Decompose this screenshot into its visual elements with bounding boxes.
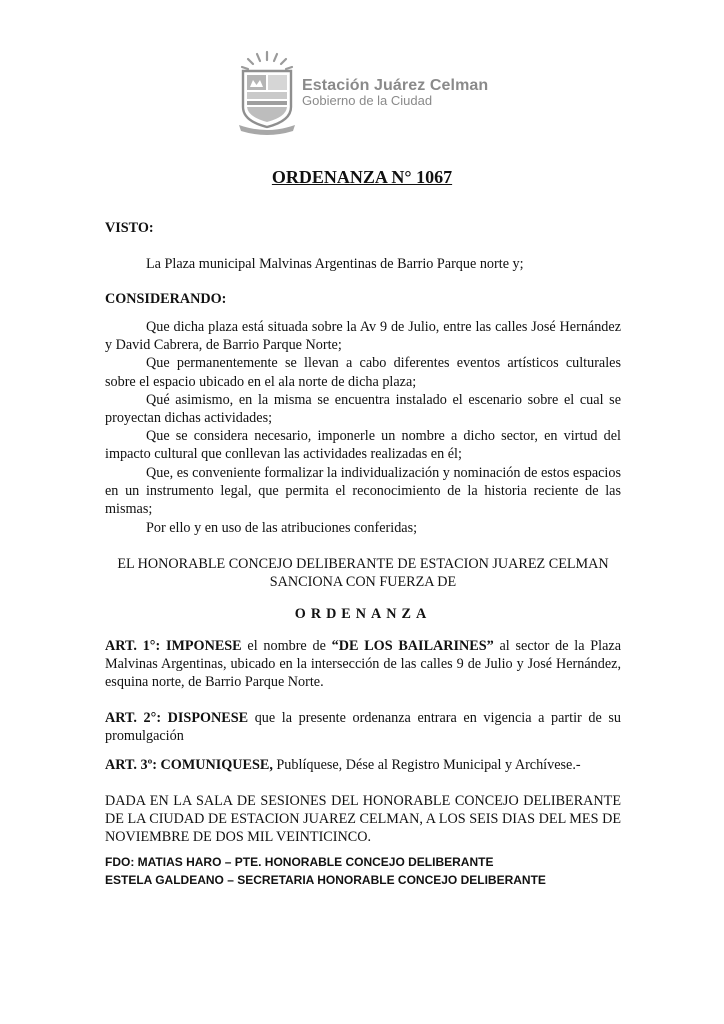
concejo-statement xyxy=(105,555,621,591)
organization-name xyxy=(302,77,488,108)
letterhead xyxy=(236,49,496,135)
concejo-line: SANCIONA CON FUERZA DE xyxy=(269,574,457,591)
signature-line-secretary: ESTELA GALDEANO – SECRETARIA HONORABLE CONCEJO DELIBERANTE xyxy=(105,873,546,887)
signature-line-president: FDO: MATIAS HARO – PTE. HONORABLE CONCEJO DELIBERANTE xyxy=(105,855,494,869)
considerando-label: CONSIDERANDO: xyxy=(105,291,227,307)
article-1: ART. 1°: IMPONESE el nombre de “DE LOS BAILARINES” al sector de la Plaza Malvinas Argentinas, ubicado en la intersección de las calles 9 de Julio y José Hernández, esquina norte, de Barrio Parque Norte. xyxy=(105,638,622,691)
article-3: ART. 3º: COMUNIQUESE, Publíquese, Dése al Registro Municipal y Archívese.- xyxy=(105,757,581,773)
dada-statement: DADA EN LA SALA DE SESIONES DEL HONORABLE CONCEJO DELIBERANTE DE LA CIUDAD DE ESTACION JUAREZ CELMAN, A LOS SEIS DIAS DEL MES DE NOVIEMBRE DE DOS MIL VEINTICINCO. xyxy=(105,793,621,846)
article-1-label: ART. 1°: IMPONESE xyxy=(105,638,242,654)
considerando-paragraph: Qué asimismo, en la misma se encuentra instalado el escenario sobre el cual se proyectan dichas actividades; xyxy=(105,391,621,427)
document-title: ORDENANZA N° 1067 xyxy=(271,167,453,187)
visto-section xyxy=(105,219,621,237)
considerando-paragraph: Que, es conveniente formalizar la individualización y nominación de estos espacios en un instrumento legal, que permita el reconocimiento de la historia reciente de las mismas; xyxy=(105,464,621,518)
visto-label: VISTO: xyxy=(105,220,154,236)
article-3-label: ART. 3º: COMUNIQUESE, xyxy=(105,757,273,773)
considerando-paragraph: Que dicha plaza está situada sobre la Av 9 de Julio, entre las calles José Hernández y David Cabrera, de Barrio Parque Norte; xyxy=(105,319,621,354)
article-2-label: ART. 2°: DISPONESE xyxy=(105,710,249,726)
por-ello-text: Por ello y en uso de las atribuciones conferidas; xyxy=(146,520,418,536)
plaza-name: “DE LOS BAILARINES” xyxy=(331,638,494,654)
article-2: ART. 2°: DISPONESE que la presente ordenanza entrara en vigencia a partir de su promulgación xyxy=(105,710,621,745)
coat-of-arms-icon xyxy=(236,49,298,135)
considerando-body xyxy=(105,318,621,518)
considerando-paragraph: Que se considera necesario, imponerle un nombre a dicho sector, en virtud del impacto cultural que conllevan las actividades realizadas en él; xyxy=(105,428,621,463)
org-name: Estación Juárez Celman xyxy=(302,77,489,94)
concejo-line: EL HONORABLE CONCEJO DELIBERANTE DE ESTACION JUAREZ CELMAN xyxy=(117,556,609,572)
visto-text: La Plaza municipal Malvinas Argentinas de Barrio Parque norte y; xyxy=(146,256,524,272)
considerando-paragraph: Que permanentemente se llevan a cabo diferentes eventos artísticos culturales sobre el espacio ubicado en el ala norte de dicha plaza; xyxy=(105,355,621,390)
org-subtitle: Gobierno de la Ciudad xyxy=(302,93,433,108)
ordenanza-heading: ORDENANZA xyxy=(294,606,432,622)
